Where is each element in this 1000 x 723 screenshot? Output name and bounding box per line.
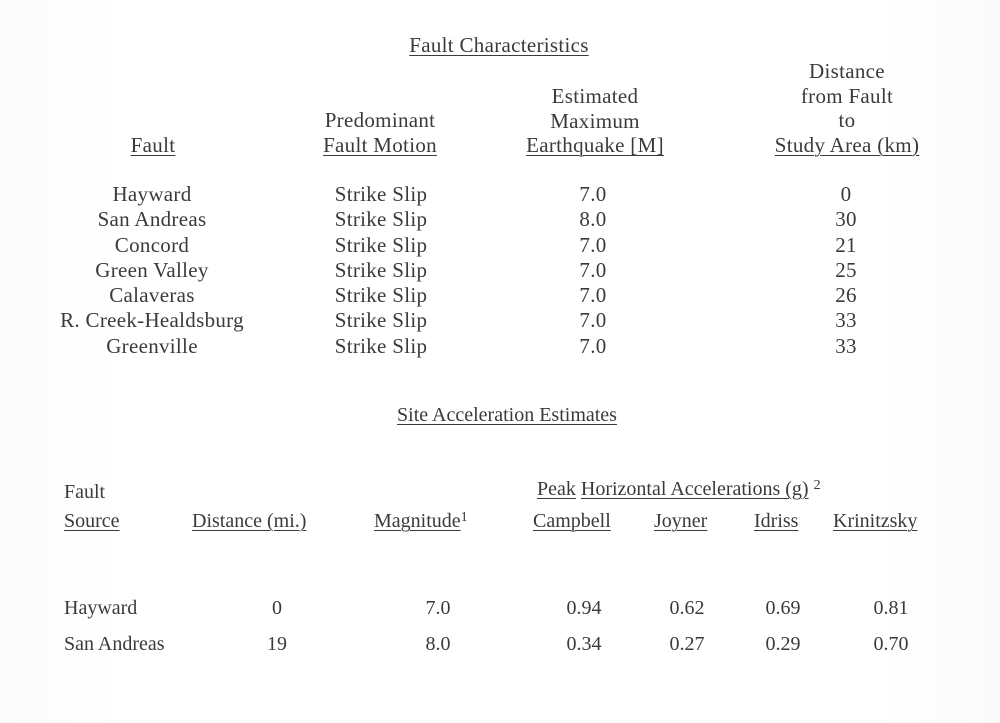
header-joyner: Joyner — [654, 510, 708, 532]
header-magnitude — [526, 84, 664, 158]
header-motion-line2: Fault Motion — [323, 132, 437, 157]
header-fault-source: Source — [64, 510, 120, 532]
table-cell-campbell: 0.34 — [566, 633, 602, 655]
header-magnitude-sup — [374, 510, 468, 533]
table-cell-distance: 30 — [835, 207, 857, 232]
table-cell-motion: Strike Slip — [334, 333, 428, 358]
header-distance-line1: Distance — [809, 59, 885, 83]
table-cell-distance-mi: 0 — [272, 597, 282, 619]
header-distance-line2: from Fault — [800, 83, 894, 108]
header-distance-line4: Study Area (km) — [774, 132, 920, 157]
table-cell-distance-mi: 19 — [267, 633, 287, 655]
header-krinitzsky: Krinitzsky — [833, 510, 918, 532]
table-cell-fault: Green Valley — [95, 257, 209, 282]
motion-column — [335, 182, 428, 359]
table-cell-distance: 33 — [835, 308, 857, 333]
table-cell-fault: R. Creek-Healdsburg — [60, 308, 244, 333]
footnote-marker-2: 2 — [813, 478, 821, 493]
table-cell-magnitude: 8.0 — [425, 633, 451, 655]
table-cell-fault: Calaveras — [109, 283, 195, 308]
table-cell-fault: Greenville — [106, 333, 198, 358]
header-motion — [323, 108, 437, 157]
table-cell-motion: Strike Slip — [334, 257, 428, 282]
table-cell-campbell: 0.94 — [566, 597, 602, 619]
table-cell-magnitude: 7.0 — [579, 308, 607, 333]
table-cell-distance: 21 — [835, 232, 857, 257]
footnote-marker-1: 1 — [460, 510, 468, 525]
table-cell-krinitzsky: 0.70 — [873, 633, 909, 655]
table-cell-distance: 0 — [840, 182, 852, 206]
header-fault: Fault — [130, 133, 176, 157]
table-cell-magnitude: 7.0 — [579, 333, 607, 358]
header-distance-line3: to — [838, 108, 856, 132]
header-magnitude-line2: Maximum — [550, 108, 640, 133]
header-peak-horizontal — [537, 478, 821, 501]
table-cell-magnitude: 7.0 — [579, 182, 607, 206]
table-cell-motion: Strike Slip — [334, 207, 428, 232]
table-cell-magnitude: 7.0 — [425, 597, 451, 619]
table-cell-fault: Hayward — [112, 182, 192, 206]
header-fault-line1: Fault — [64, 481, 106, 503]
table-cell-idriss: 0.69 — [765, 597, 801, 619]
header-peak-word: Peak — [537, 478, 576, 500]
table-cell-magnitude: 7.0 — [579, 283, 607, 308]
header-magnitude-line3: Earthquake [M] — [526, 133, 664, 157]
table-cell-joyner: 0.27 — [669, 633, 705, 655]
distance-column — [835, 182, 857, 359]
table-cell-source: Hayward — [64, 597, 138, 619]
table-cell-fault: Concord — [114, 232, 190, 257]
site-acceleration-title: Site Acceleration Estimates — [397, 404, 617, 426]
fault-characteristics-title: Fault Characteristics — [409, 33, 589, 57]
table-cell-motion: Strike Slip — [334, 308, 428, 333]
magnitude-column — [579, 182, 606, 359]
header-magnitude-line1: Estimated — [551, 84, 639, 108]
table-cell-distance: 33 — [835, 333, 857, 358]
table-cell-motion: Strike Slip — [334, 283, 428, 308]
header-distance — [775, 59, 919, 157]
table-cell-magnitude: 7.0 — [579, 232, 607, 257]
table-cell-motion: Strike Slip — [334, 232, 428, 257]
table-cell-distance: 26 — [835, 283, 857, 308]
table-cell-distance: 25 — [835, 257, 857, 282]
table-cell-magnitude: 7.0 — [579, 257, 607, 282]
table-cell-fault: San Andreas — [97, 207, 207, 232]
header-campbell: Campbell — [533, 510, 611, 532]
header-distance-mi: Distance (mi.) — [192, 510, 307, 532]
table-cell-joyner: 0.62 — [669, 597, 705, 619]
table-cell-magnitude: 8.0 — [579, 207, 607, 232]
header-motion-line1: Predominant — [324, 108, 436, 132]
header-peak-rest: Horizontal Accelerations (g) — [580, 478, 809, 500]
table-cell-source: San Andreas — [64, 633, 165, 655]
header-idriss: Idriss — [754, 510, 799, 532]
fault-column — [60, 182, 244, 359]
table-cell-krinitzsky: 0.81 — [873, 597, 909, 619]
header-magnitude-label: Magnitude — [374, 510, 461, 532]
table-cell-idriss: 0.29 — [765, 633, 801, 655]
table-cell-motion: Strike Slip — [334, 182, 428, 206]
